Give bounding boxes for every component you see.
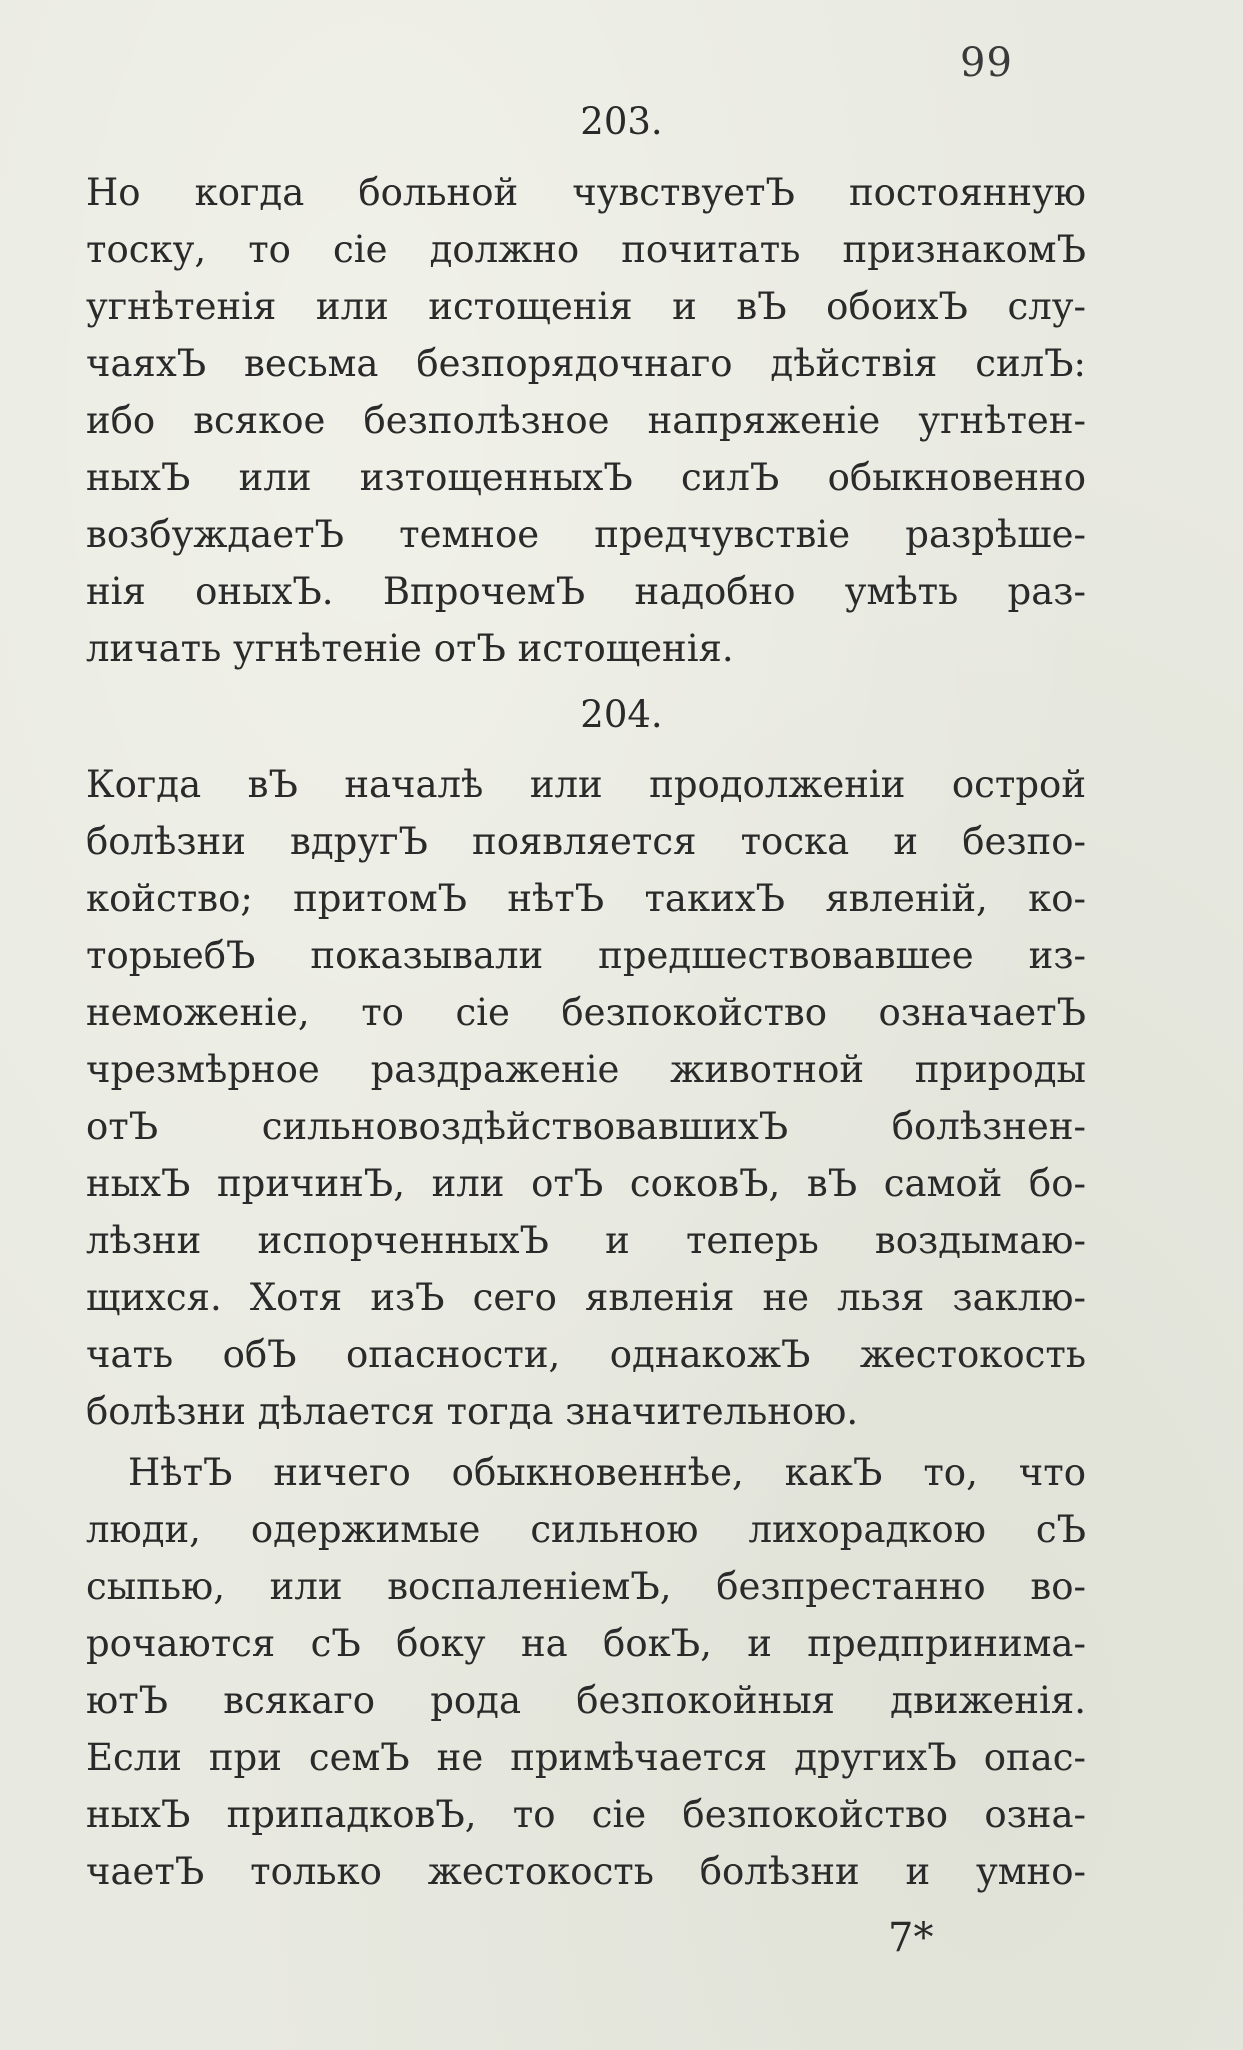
text-line: люди, одержимые сильною лихорадкою сЪ [86,1508,1086,1551]
text-line: ныхЪ причинЪ, или отЪ соковЪ, вЪ самой бо- [86,1162,1086,1205]
text-line: ибо всякое безполѣзное напряженіе угнѣтен- [86,399,1086,442]
text-line: возбуждаетЪ темное предчувствіе разрѣше- [86,513,1086,556]
text-line: Если при семЪ не примѣчается другихЪ опас- [86,1736,1086,1779]
text-line: болѣзни дѣлается тогда значительною. [86,1390,859,1433]
text-line: щихся. Хотя изЪ сего явленія не льзя заклю- [86,1276,1086,1319]
text-line: угнѣтенія или истощенія и вЪ обоихЪ слу- [86,285,1086,328]
text-line: НѣтЪ ничего обыкновеннѣе, какЪ то, что [128,1451,1086,1494]
text-line: неможеніе, то сіе безпокойство означаетЪ [86,991,1086,1034]
text-line: чаяхЪ весьма безпорядочнаго дѣйствія силЪ: [86,342,1086,385]
text-line: ныхЪ припадковЪ, то сіе безпокойство озна- [86,1793,1086,1836]
text-line: болѣзни вдругЪ появляется тоска и безпо- [86,820,1086,863]
text-line: чаетЪ только жестокость болѣзни и умно- [86,1850,1086,1893]
text-line: Но когда больной чувствуетЪ постоянную [86,171,1086,214]
text-line: торыебЪ показывали предшествовавшее из- [86,934,1086,977]
signature-mark: 7* [888,1915,934,1961]
section-heading-204: 204. [580,693,663,736]
text-line: Когда вЪ началѣ или продолженіи острой [86,763,1086,806]
text-line: чать обЪ опасности, однакожЪ жестокость [86,1333,1086,1376]
text-line: ныхЪ или изтощенныхЪ силЪ обыкновенно [86,456,1086,499]
text-line: тоску, то сіе должно почитать признакомЪ [86,228,1086,271]
section-heading-203: 203. [580,100,663,143]
text-line: рочаются сЪ боку на бокЪ, и предпринима- [86,1622,1086,1665]
text-line: лѣзни испорченныхЪ и теперь воздымаю- [86,1219,1086,1262]
text-line: личать угнѣтеніе отЪ истощенія. [86,627,734,670]
text-line: койство; притомЪ нѣтЪ такихЪ явленій, ко- [86,877,1086,920]
text-line: отЪ сильновоздѣйствовавшихЪ болѣзнен- [86,1105,1086,1148]
text-line: ютЪ всякаго рода безпокойныя движенія. [86,1679,1086,1722]
page-number: 99 [960,40,1013,86]
text-line: сыпью, или воспаленіемЪ, безпрестанно во- [86,1565,1086,1608]
text-line: чрезмѣрное раздраженіе животной природы [86,1048,1086,1091]
text-line: нія оныхЪ. ВпрочемЪ надобно умѣть раз- [86,570,1086,613]
